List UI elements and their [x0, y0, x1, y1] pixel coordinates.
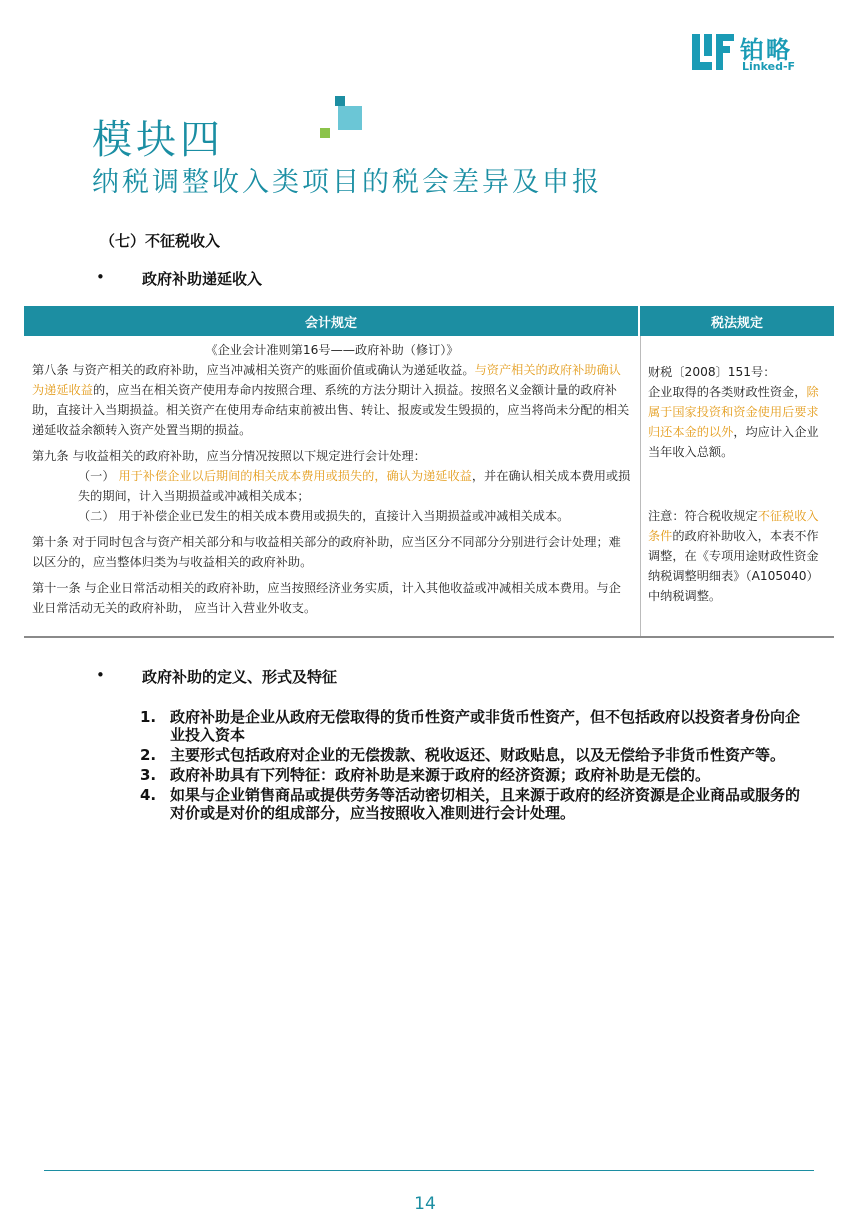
- column-divider: [640, 336, 641, 638]
- decor-square-icon: [320, 128, 330, 138]
- standard-title: 《企业会计准则第16号——政府补助（修订）》: [205, 343, 459, 357]
- tax-cell: [648, 362, 830, 606]
- definition-list: [140, 708, 800, 824]
- article-8-text-cont: 的，应当在相关资产使用寿命内按照合理、系统的方法分期计入损益。按照名义金额计量的政府补助，直接计入当期损益。相关资产在使用寿命结束前被出售、转让、报废或发生毁损的，应当将尚未分配的相关递延收益余额转入资产处置当期的损益。: [32, 383, 630, 437]
- list-item: [140, 746, 800, 764]
- tax-doc-ref: 财税〔2008〕151号：: [648, 365, 776, 379]
- article-11: 第十一条 与企业日常活动相关的政府补助，应当按照经济业务实质，计入其他收益或冲减相关成本费用。与企业日常活动无关的政府补助， 应当计入营业外收支。: [32, 581, 621, 615]
- article-9-item-2: （二） 用于补偿企业已发生的相关成本费用或损失的，直接计入当期损益或冲减相关成本。: [78, 509, 570, 523]
- tax-note-text-cont: 的政府补助收入，本表不作调整，在《专项用途财政性资金纳税调整明细表》（A105040）中纳税调整。: [648, 529, 819, 603]
- list-item-text: 政府补助是企业从政府无偿取得的货币性资产或非货币性资产，但不包括政府以投资者身份向企业投入资本: [170, 708, 801, 744]
- list-item-text: 如果与企业销售商品或提供劳务等活动密切相关，且来源于政府的经济资源是企业商品或服务的对价或是对价的组成部分，应当按照收入准则进行会计处理。: [170, 786, 801, 822]
- list-item: [140, 708, 800, 744]
- article-8-text: 第八条 与资产相关的政府补助，应当冲减相关资产的账面价值或确认为递延收益。: [32, 363, 475, 377]
- article-9-item-1-text: ，并在确认相关成本费用或损失的期间，计入当期损益或冲减相关成本；: [78, 469, 631, 503]
- article-9-item-1-num: （一）: [78, 469, 115, 483]
- tax-note: [648, 506, 830, 606]
- article-9: 第九条 与收益相关的政府补助，应当分情况按照以下规定进行会计处理：: [32, 449, 426, 463]
- list-item: [140, 766, 800, 784]
- module-title: 模块四: [92, 117, 224, 163]
- bullet-heading: 政府补助递延收入: [142, 270, 263, 288]
- table-bottom-border: [24, 636, 834, 638]
- article-9-item-1-highlight: 用于补偿企业以后期间的相关成本费用或损失的，确认为递延收益: [118, 469, 472, 483]
- bullet-heading: 政府补助的定义、形式及特征: [142, 668, 338, 686]
- tax-paragraph: [648, 382, 830, 462]
- decor-square-icon: [335, 96, 345, 106]
- bullet-marker: •: [96, 666, 105, 684]
- list-item: [140, 786, 800, 822]
- accounting-cell: [32, 340, 632, 618]
- header-tax: 税法规定: [640, 306, 834, 336]
- list-item-number: 2.: [140, 746, 157, 764]
- article-8: [32, 360, 632, 440]
- decor-square-icon: [338, 106, 362, 130]
- brand-subname: Linked-F: [742, 60, 796, 73]
- tax-paragraph-highlight: 除属于国家投资和资金使用后要求归还本金的以外: [648, 385, 819, 439]
- header-accounting: 会计规定: [24, 306, 638, 336]
- tax-paragraph-text-cont: ，均应计入企业当年收入总额。: [648, 425, 819, 459]
- list-item-number: 3.: [140, 766, 157, 784]
- article-10: 第十条 对于同时包含与资产相关部分和与收益相关部分的政府补助，应当区分不同部分分别进行会计处理；难以区分的，应当整体归类为与收益相关的政府补助。: [32, 535, 621, 569]
- tax-note-highlight: 不征税收入条件: [648, 509, 819, 543]
- list-item-text: 政府补助具有下列特征：政府补助是来源于政府的经济资源；政府补助是无偿的。: [170, 766, 711, 784]
- section-heading: （七）不征税收入: [100, 232, 221, 250]
- list-item-number: 1.: [140, 708, 157, 726]
- module-subtitle: 纳税调整收入类项目的税会差异及申报: [92, 167, 602, 198]
- tax-paragraph-text: 企业取得的各类财政性资金，: [648, 385, 807, 399]
- page-number: 14: [414, 1194, 436, 1214]
- brand-name: 铂略: [740, 36, 792, 64]
- tax-note-text: 注意：符合税收规定: [648, 509, 758, 523]
- list-item-number: 4.: [140, 786, 157, 804]
- bullet-marker: •: [96, 268, 105, 286]
- brand-logo-icon: [690, 32, 736, 72]
- article-8-highlight: 与资产相关的政府补助确认为递延收益: [32, 363, 621, 397]
- article-9-item-1: [32, 466, 632, 506]
- regulation-table: [24, 306, 834, 638]
- list-item-text: 主要形式包括政府对企业的无偿拨款、税收返还、财政贴息，以及无偿给予非货币性资产等。: [170, 746, 786, 764]
- footer-divider: [44, 1170, 814, 1171]
